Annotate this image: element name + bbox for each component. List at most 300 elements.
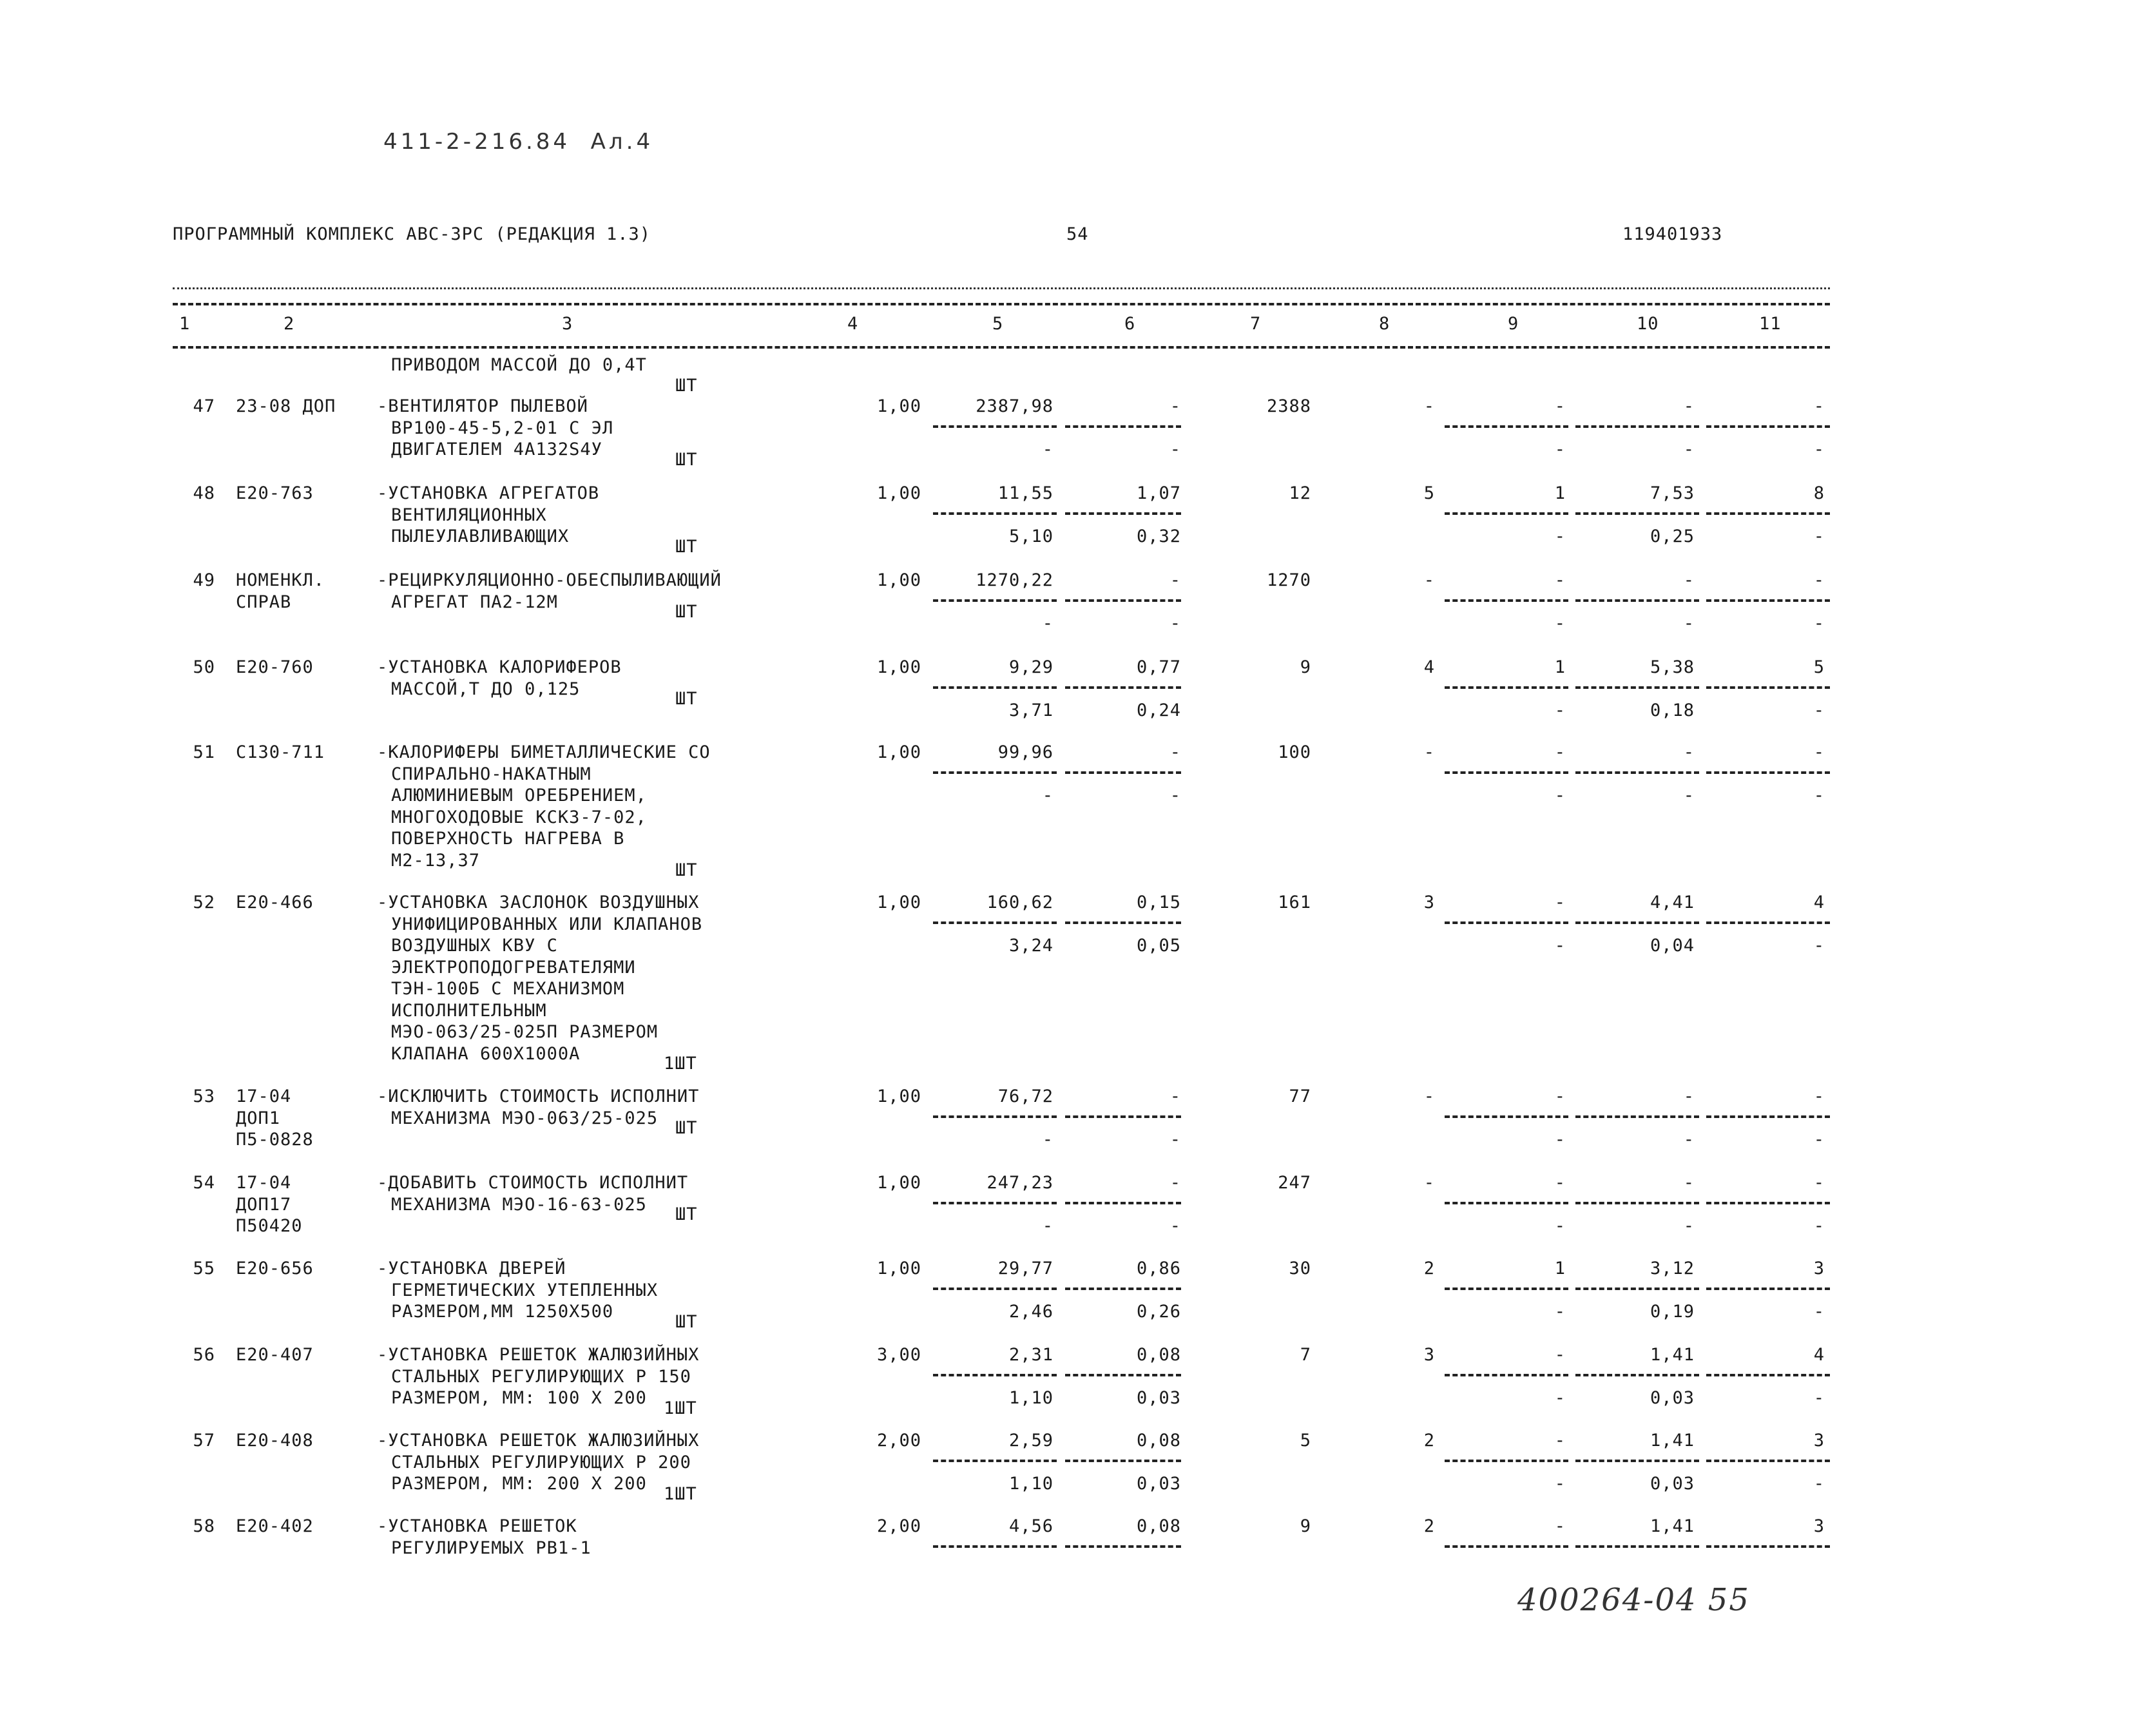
column-header-2: 2 <box>284 314 295 334</box>
cell-col-5-sub: 1,10 <box>1008 1474 1054 1494</box>
description-line: КЛАПАНА 600Х1000А <box>391 1043 581 1064</box>
cell-col-9: - <box>1554 1345 1566 1365</box>
row-number: 58 <box>193 1516 215 1536</box>
column-header-3: 3 <box>562 314 573 334</box>
row-number: 47 <box>193 396 215 416</box>
program-title: ПРОГРАММНЫЙ КОМПЛЕКС АВС-3РС (РЕДАКЦИЯ 1.3) <box>173 224 651 244</box>
cell-underline <box>1706 1374 1830 1376</box>
cell-col-10: - <box>1683 1173 1695 1193</box>
cell-col-9-sub: - <box>1554 786 1566 805</box>
cell-col-5: 247,23 <box>986 1173 1054 1193</box>
cell-col-6-sub: 0,26 <box>1136 1302 1181 1322</box>
cell-col-6: - <box>1169 1173 1181 1193</box>
description-line: -УСТАНОВКА РЕШЕТОК ЖАЛЮЗИЙНЫХ <box>377 1345 700 1365</box>
cell-col-6: 0,77 <box>1136 657 1181 677</box>
cell-col-5: 1270,22 <box>976 570 1054 590</box>
cell-col-5-sub: - <box>1042 439 1054 459</box>
cell-col-11: 3 <box>1813 1516 1825 1536</box>
norm-code: Е20-466 <box>236 892 314 912</box>
cell-col-5-sub: - <box>1042 613 1054 633</box>
description-line: -ВЕНТИЛЯТОР ПЫЛЕВОЙ <box>377 396 588 416</box>
description-line: -УСТАНОВКА ДВЕРЕЙ <box>377 1259 566 1278</box>
cell-col-6-sub: 0,05 <box>1136 936 1181 956</box>
cell-underline <box>933 599 1057 602</box>
cell-underline <box>1065 1545 1181 1548</box>
description-line: -УСТАНОВКА РЕШЕТОК ЖАЛЮЗИЙНЫХ <box>377 1431 700 1451</box>
description-line: -УСТАНОВКА РЕШЕТОК <box>377 1516 577 1536</box>
row-number: 57 <box>193 1431 215 1451</box>
norm-code: НОМЕНКЛ. <box>236 570 325 590</box>
cell-underline <box>1575 1115 1699 1118</box>
cell-col-11-sub: - <box>1813 1474 1825 1494</box>
row-number: 49 <box>193 570 215 590</box>
row-number: 55 <box>193 1259 215 1278</box>
norm-code: ДОП1 <box>236 1108 281 1128</box>
cell-col-8: 2 <box>1423 1516 1435 1536</box>
unit-label: 1ШТ <box>664 1054 697 1074</box>
norm-code: Е20-760 <box>236 657 314 677</box>
norm-code: Е20-408 <box>236 1431 314 1451</box>
cell-underline <box>933 1288 1057 1290</box>
cell-underline <box>1445 1115 1568 1118</box>
cell-underline <box>1445 1288 1568 1290</box>
unit-label: ШТ <box>675 449 698 470</box>
cell-col-9: 1 <box>1554 657 1566 677</box>
cell-col-7: 7 <box>1300 1345 1311 1365</box>
cell-col-9-sub: - <box>1554 700 1566 720</box>
cell-col-6-sub: 0,03 <box>1136 1474 1181 1494</box>
description-line: ДВИГАТЕЛЕМ 4А132S4У <box>391 439 602 459</box>
cell-col-9-sub: - <box>1554 439 1566 459</box>
document-stamp: 411-2-216.84 Ал.4 <box>383 129 654 155</box>
cell-col-7: 5 <box>1300 1431 1311 1451</box>
cell-col-11: - <box>1813 570 1825 590</box>
cell-col-8: 4 <box>1423 657 1435 677</box>
document-code: 119401933 <box>1622 224 1723 244</box>
unit-label: 1ШТ <box>664 1398 697 1418</box>
description-line: -ИСКЛЮЧИТЬ СТОИМОСТЬ ИСПОЛНИТ <box>377 1086 700 1106</box>
cell-col-10-sub: - <box>1683 786 1695 805</box>
cell-underline <box>1445 1460 1568 1462</box>
description-line: МЕХАНИЗМА МЭО-063/25-025 <box>391 1108 659 1128</box>
description-line: АГРЕГАТ ПА2-12М <box>391 592 558 612</box>
cell-col-4: 1,00 <box>876 657 921 677</box>
cell-underline <box>1445 1202 1568 1204</box>
description-line: УНИФИЦИРОВАННЫХ ИЛИ КЛАПАНОВ <box>391 914 703 934</box>
handwritten-note: 400264-04 55 <box>1517 1582 1750 1618</box>
cell-col-4: 1,00 <box>876 483 921 503</box>
cell-underline <box>1575 425 1699 428</box>
cell-col-11: 4 <box>1813 892 1825 912</box>
description-line: -ДОБАВИТЬ СТОИМОСТЬ ИСПОЛНИТ <box>377 1173 689 1193</box>
cell-col-10-sub: - <box>1683 1216 1695 1236</box>
cell-underline <box>933 512 1057 515</box>
cell-underline <box>1065 425 1181 428</box>
cell-col-6-sub: - <box>1169 613 1181 633</box>
description-line: РАЗМЕРОМ, ММ: 200 Х 200 <box>391 1474 647 1494</box>
cell-col-6-sub: 0,24 <box>1136 700 1181 720</box>
cell-underline <box>1706 512 1830 515</box>
cell-col-7: 77 <box>1289 1086 1311 1106</box>
cell-col-10: - <box>1683 396 1695 416</box>
cell-col-11: 8 <box>1813 483 1825 503</box>
description-line: МНОГОХОДОВЫЕ КСК3-7-02, <box>391 807 647 827</box>
cell-col-9: - <box>1554 742 1566 762</box>
cell-col-4: 1,00 <box>876 1173 921 1193</box>
cell-underline <box>1706 1460 1830 1462</box>
row-number: 50 <box>193 657 215 677</box>
cell-col-4: 1,00 <box>876 1086 921 1106</box>
cell-col-5: 2,59 <box>1008 1431 1054 1451</box>
norm-code: Е20-407 <box>236 1345 314 1365</box>
row-number: 48 <box>193 483 215 503</box>
description-line: ВЕНТИЛЯЦИОННЫХ <box>391 505 547 525</box>
unit-label: ШТ <box>675 1204 698 1224</box>
cell-underline <box>1065 599 1181 602</box>
cell-underline <box>1706 1545 1830 1548</box>
cell-col-10-sub: - <box>1683 1130 1695 1150</box>
description-line: МЭО-063/25-025П РАЗМЕРОМ <box>391 1022 659 1042</box>
cell-col-7: 2388 <box>1266 396 1311 416</box>
cell-col-9: - <box>1554 1431 1566 1451</box>
description-line: ПЫЛЕУЛАВЛИВАЮЩИХ <box>391 526 570 546</box>
cell-underline <box>1065 512 1181 515</box>
cell-col-4: 2,00 <box>876 1516 921 1536</box>
header-bottom-rule <box>173 346 1830 349</box>
cell-col-11: 5 <box>1813 657 1825 677</box>
cell-col-6: - <box>1169 570 1181 590</box>
cell-underline <box>1065 1460 1181 1462</box>
description-line: -УСТАНОВКА ЗАСЛОНОК ВОЗДУШНЫХ <box>377 892 700 912</box>
column-header-1: 1 <box>179 314 191 334</box>
cell-col-10: 4,41 <box>1650 892 1695 912</box>
norm-code: 17-04 <box>236 1086 292 1106</box>
description-line: -РЕЦИРКУЛЯЦИОННО-ОБЕСПЫЛИВАЮЩИЙ <box>377 570 722 590</box>
cell-underline <box>933 1202 1057 1204</box>
cell-col-5: 11,55 <box>997 483 1054 503</box>
column-header-9: 9 <box>1508 314 1519 334</box>
row-number: 51 <box>193 742 215 762</box>
cell-underline <box>1445 599 1568 602</box>
row-number: 54 <box>193 1173 215 1193</box>
cell-underline <box>1706 686 1830 689</box>
cell-col-7: 9 <box>1300 1516 1311 1536</box>
cell-col-7: 247 <box>1278 1173 1311 1193</box>
cell-col-11: 3 <box>1813 1259 1825 1278</box>
cell-col-10-sub: 0,25 <box>1650 526 1695 546</box>
cell-underline <box>933 771 1057 774</box>
unit-label: ШТ <box>675 1311 698 1332</box>
cell-col-7: 161 <box>1278 892 1311 912</box>
column-header-8: 8 <box>1379 314 1390 334</box>
description-line: ЭЛЕКТРОПОДОГРЕВАТЕЛЯМИ <box>391 957 636 978</box>
cell-col-10: - <box>1683 1086 1695 1106</box>
row-number: 56 <box>193 1345 215 1365</box>
norm-code: П50420 <box>236 1216 303 1236</box>
cell-col-8: 3 <box>1423 892 1435 912</box>
cell-underline <box>1065 1115 1181 1118</box>
description-line: ГЕРМЕТИЧЕСКИХ УТЕПЛЕННЫХ <box>391 1280 659 1300</box>
cell-underline <box>1065 921 1181 924</box>
cell-underline <box>1445 921 1568 924</box>
cell-col-9: - <box>1554 396 1566 416</box>
cell-col-11: - <box>1813 1173 1825 1193</box>
column-header-4: 4 <box>847 314 859 334</box>
cell-underline <box>1445 1374 1568 1376</box>
cell-col-11: - <box>1813 1086 1825 1106</box>
norm-code: 23-08 ДОП <box>236 396 336 416</box>
cell-underline <box>1065 686 1181 689</box>
cell-col-8: - <box>1423 1173 1435 1193</box>
cell-col-5-sub: - <box>1042 1130 1054 1150</box>
description-line: -КАЛОРИФЕРЫ БИМЕТАЛЛИЧЕСКИЕ СО <box>377 742 711 762</box>
unit-label: ШТ <box>675 536 698 557</box>
cell-col-5: 2,31 <box>1008 1345 1054 1365</box>
cell-underline <box>1706 1115 1830 1118</box>
description-line: ПОВЕРХНОСТЬ НАГРЕВА В <box>391 829 625 849</box>
unit-label: ШТ <box>675 602 698 622</box>
cell-underline <box>1575 1460 1699 1462</box>
cell-underline <box>1706 425 1830 428</box>
cell-col-10-sub: 0,19 <box>1650 1302 1695 1322</box>
cell-underline <box>933 1545 1057 1548</box>
cell-underline <box>1575 686 1699 689</box>
cell-col-10: - <box>1683 570 1695 590</box>
description-line: РАЗМЕРОМ,ММ 1250Х500 <box>391 1302 614 1322</box>
cell-col-11-sub: - <box>1813 786 1825 805</box>
cell-col-9-sub: - <box>1554 1388 1566 1408</box>
cell-col-11-sub: - <box>1813 1130 1825 1150</box>
cell-underline <box>1575 1202 1699 1204</box>
cell-col-9: 1 <box>1554 1259 1566 1278</box>
cell-underline <box>1445 425 1568 428</box>
cell-col-10: 5,38 <box>1650 657 1695 677</box>
column-header-7: 7 <box>1250 314 1262 334</box>
description-line: ПРИВОДОМ МАССОЙ ДО 0,4Т <box>391 355 647 375</box>
cell-col-9-sub: - <box>1554 1130 1566 1150</box>
description-line: ИСПОЛНИТЕЛЬНЫМ <box>391 1000 547 1021</box>
cell-col-7: 9 <box>1300 657 1311 677</box>
cell-col-11-sub: - <box>1813 936 1825 956</box>
column-header-5: 5 <box>992 314 1004 334</box>
cell-col-9: - <box>1554 570 1566 590</box>
cell-col-4: 1,00 <box>876 1259 921 1278</box>
cell-col-7: 100 <box>1278 742 1311 762</box>
cell-col-4: 3,00 <box>876 1345 921 1365</box>
cell-underline <box>933 1460 1057 1462</box>
cell-col-5-sub: 1,10 <box>1008 1388 1054 1408</box>
cell-col-11-sub: - <box>1813 526 1825 546</box>
cell-underline <box>1706 1202 1830 1204</box>
cell-col-9: - <box>1554 1173 1566 1193</box>
cell-col-11-sub: - <box>1813 1216 1825 1236</box>
cell-col-9-sub: - <box>1554 526 1566 546</box>
cell-underline <box>1706 771 1830 774</box>
unit-label: ШТ <box>675 376 698 396</box>
row-number: 52 <box>193 892 215 912</box>
norm-code: Е20-656 <box>236 1259 314 1278</box>
cell-col-11-sub: - <box>1813 439 1825 459</box>
cell-col-9: - <box>1554 892 1566 912</box>
cell-underline <box>1575 771 1699 774</box>
cell-col-11: 3 <box>1813 1431 1825 1451</box>
cell-col-6: - <box>1169 742 1181 762</box>
cell-col-9: - <box>1554 1086 1566 1106</box>
cell-col-6: 0,15 <box>1136 892 1181 912</box>
top-dotted-rule <box>173 287 1830 289</box>
cell-col-10-sub: 0,03 <box>1650 1388 1695 1408</box>
cell-col-6: 0,86 <box>1136 1259 1181 1278</box>
cell-underline <box>1065 1374 1181 1376</box>
cell-col-9: 1 <box>1554 483 1566 503</box>
cell-col-6-sub: 0,32 <box>1136 526 1181 546</box>
cell-col-5: 99,96 <box>997 742 1054 762</box>
top-rule <box>173 303 1830 305</box>
cell-col-5: 29,77 <box>997 1259 1054 1278</box>
norm-code: П5-0828 <box>236 1130 314 1150</box>
cell-col-11: 4 <box>1813 1345 1825 1365</box>
cell-col-6: 0,08 <box>1136 1431 1181 1451</box>
cell-col-6: - <box>1169 396 1181 416</box>
description-line: -УСТАНОВКА АГРЕГАТОВ <box>377 483 600 503</box>
cell-col-9-sub: - <box>1554 936 1566 956</box>
cell-col-10: 1,41 <box>1650 1516 1695 1536</box>
cell-underline <box>933 921 1057 924</box>
column-header-10: 10 <box>1637 314 1659 334</box>
description-line: РАЗМЕРОМ, ММ: 100 Х 200 <box>391 1388 647 1408</box>
cell-col-5-sub: - <box>1042 1216 1054 1236</box>
cell-col-10-sub: 0,04 <box>1650 936 1695 956</box>
description-line: М2-13,37 <box>391 850 481 871</box>
cell-col-8: - <box>1423 396 1435 416</box>
cell-col-5: 160,62 <box>986 892 1054 912</box>
unit-label: ШТ <box>675 689 698 709</box>
cell-col-9-sub: - <box>1554 1216 1566 1236</box>
column-header-6: 6 <box>1124 314 1136 334</box>
description-line: ВР100-45-5,2-01 С ЭЛ <box>391 418 614 438</box>
cell-col-6-sub: - <box>1169 1130 1181 1150</box>
cell-col-10-sub: 0,18 <box>1650 700 1695 720</box>
cell-col-4: 1,00 <box>876 742 921 762</box>
cell-col-5-sub: 2,46 <box>1008 1302 1054 1322</box>
cell-col-10: - <box>1683 742 1695 762</box>
description-line: ВОЗДУШНЫХ КВУ С <box>391 936 558 956</box>
cell-col-6-sub: - <box>1169 1216 1181 1236</box>
description-line: СПИРАЛЬНО-НАКАТНЫМ <box>391 764 592 784</box>
cell-underline <box>1706 1288 1830 1290</box>
cell-col-4: 1,00 <box>876 396 921 416</box>
cell-col-8: 2 <box>1423 1259 1435 1278</box>
cell-underline <box>1065 771 1181 774</box>
cell-col-5-sub: - <box>1042 786 1054 805</box>
description-line: АЛЮМИНИЕВЫМ ОРЕБРЕНИЕМ, <box>391 786 647 805</box>
cell-underline <box>1065 1288 1181 1290</box>
cell-col-4: 1,00 <box>876 892 921 912</box>
cell-col-10: 7,53 <box>1650 483 1695 503</box>
cell-col-10: 1,41 <box>1650 1431 1695 1451</box>
unit-label: ШТ <box>675 860 698 880</box>
description-line: -УСТАНОВКА КАЛОРИФЕРОВ <box>377 657 622 677</box>
norm-code: Е20-763 <box>236 483 314 503</box>
cell-col-11-sub: - <box>1813 1302 1825 1322</box>
cell-col-5: 9,29 <box>1008 657 1054 677</box>
cell-col-10-sub: 0,03 <box>1650 1474 1695 1494</box>
description-line: ТЭН-100Б С МЕХАНИЗМОМ <box>391 979 625 999</box>
cell-col-11-sub: - <box>1813 1388 1825 1408</box>
norm-code: Е20-402 <box>236 1516 314 1536</box>
cell-underline <box>1706 921 1830 924</box>
cell-col-7: 30 <box>1289 1259 1311 1278</box>
cell-col-10-sub: - <box>1683 439 1695 459</box>
unit-label: ШТ <box>675 1118 698 1138</box>
cell-col-10: 1,41 <box>1650 1345 1695 1365</box>
cell-col-10-sub: - <box>1683 613 1695 633</box>
cell-col-8: 5 <box>1423 483 1435 503</box>
cell-col-8: - <box>1423 742 1435 762</box>
cell-col-6: 0,08 <box>1136 1345 1181 1365</box>
cell-underline <box>933 425 1057 428</box>
cell-underline <box>933 1115 1057 1118</box>
cell-col-6: 1,07 <box>1136 483 1181 503</box>
norm-code: 17-04 <box>236 1173 292 1193</box>
cell-underline <box>1445 1545 1568 1548</box>
cell-underline <box>1706 599 1830 602</box>
cell-col-11: - <box>1813 396 1825 416</box>
cell-col-8: - <box>1423 570 1435 590</box>
unit-label: 1ШТ <box>664 1483 697 1504</box>
cell-col-5-sub: 5,10 <box>1008 526 1054 546</box>
cell-col-6: 0,08 <box>1136 1516 1181 1536</box>
cell-col-6-sub: - <box>1169 439 1181 459</box>
cell-underline <box>1575 1545 1699 1548</box>
cell-col-7: 1270 <box>1266 570 1311 590</box>
cell-underline <box>933 686 1057 689</box>
cell-underline <box>1575 1288 1699 1290</box>
cell-col-9-sub: - <box>1554 1474 1566 1494</box>
cell-col-8: - <box>1423 1086 1435 1106</box>
row-number: 53 <box>193 1086 215 1106</box>
cell-underline <box>1445 686 1568 689</box>
description-line: СТАЛЬНЫХ РЕГУЛИРУЮЩИХ Р 150 <box>391 1366 691 1387</box>
cell-underline <box>1445 512 1568 515</box>
norm-code: СПРАВ <box>236 592 292 612</box>
cell-underline <box>1575 1374 1699 1376</box>
cell-col-5: 76,72 <box>997 1086 1054 1106</box>
cell-underline <box>1445 771 1568 774</box>
cell-col-4: 2,00 <box>876 1431 921 1451</box>
cell-col-6-sub: - <box>1169 786 1181 805</box>
cell-col-6-sub: 0,03 <box>1136 1388 1181 1408</box>
cell-col-5: 2387,98 <box>976 396 1054 416</box>
cell-col-8: 2 <box>1423 1431 1435 1451</box>
cell-underline <box>1065 1202 1181 1204</box>
cell-col-6: - <box>1169 1086 1181 1106</box>
column-header-11: 11 <box>1759 314 1782 334</box>
cell-col-5-sub: 3,24 <box>1008 936 1054 956</box>
cell-col-9: - <box>1554 1516 1566 1536</box>
norm-code: ДОП17 <box>236 1194 292 1215</box>
cell-col-11-sub: - <box>1813 700 1825 720</box>
cell-col-10: 3,12 <box>1650 1259 1695 1278</box>
description-line: РЕГУЛИРУЕМЫХ РВ1-1 <box>391 1538 592 1558</box>
description-line: СТАЛЬНЫХ РЕГУЛИРУЮЩИХ Р 200 <box>391 1452 691 1472</box>
cell-col-7: 12 <box>1289 483 1311 503</box>
cell-col-9-sub: - <box>1554 1302 1566 1322</box>
cell-underline <box>1575 921 1699 924</box>
cell-col-11: - <box>1813 742 1825 762</box>
cell-col-4: 1,00 <box>876 570 921 590</box>
description-line: МЕХАНИЗМА МЭО-16-63-025 <box>391 1194 647 1215</box>
